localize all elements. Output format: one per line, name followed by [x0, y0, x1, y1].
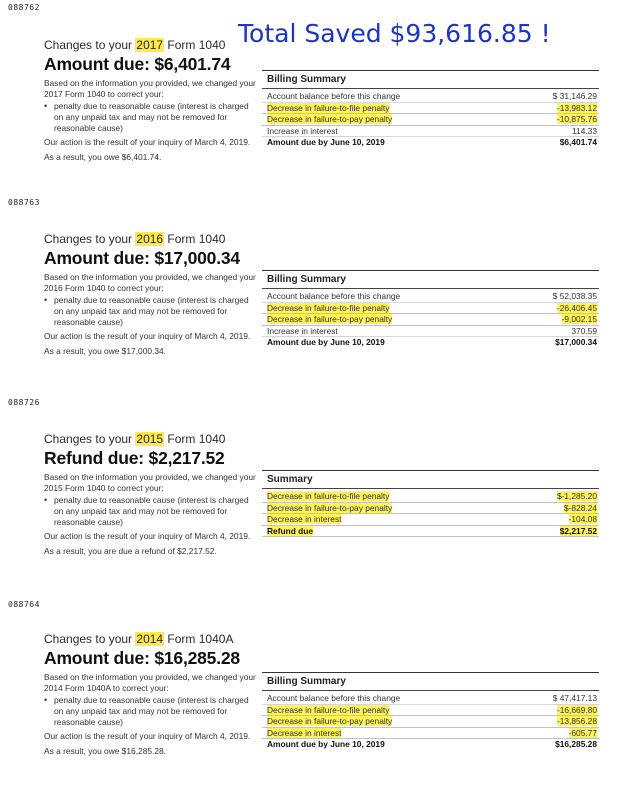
bullet-item — [44, 101, 259, 134]
bullet-icon: • — [44, 101, 48, 111]
summary-divider — [262, 88, 599, 89]
notice-text-column — [44, 232, 259, 357]
row-value: -16,669.80 — [556, 704, 597, 715]
summary-row — [262, 303, 599, 315]
notice-body — [44, 272, 259, 357]
handwritten-note-text: Total Saved $93,616.85 ! — [238, 19, 551, 48]
intro-text: Based on the information you provided, we changed your 2017 Form 1040 to correct your: — [44, 78, 256, 99]
row-label: Decrease in failure-to-pay penalty — [267, 114, 393, 124]
bullet-text: penalty due to reasonable cause (interest is charged on any unpaid tax and may not be removed for reasonable cause) — [54, 695, 249, 727]
notice-heading — [44, 38, 259, 52]
row-value: $ 47,417.13 — [552, 693, 597, 703]
bullet-icon: • — [44, 495, 48, 505]
row-value: -9,002.15 — [561, 314, 597, 324]
summary-divider — [262, 288, 599, 289]
heading-form: Form 1040A — [164, 632, 234, 646]
summary-row — [262, 693, 599, 705]
row-value: -26,406.45 — [556, 302, 597, 313]
bullet-item — [44, 695, 259, 728]
summary-row — [262, 739, 599, 750]
row-value: $-1,285.20 — [556, 491, 597, 501]
notice-heading — [44, 432, 259, 446]
row-value: $16,285.28 — [555, 739, 597, 749]
billing-summary-table — [262, 672, 599, 750]
bullet-item — [44, 295, 259, 328]
inquiry-text: Our action is the result of your inquiry of March 4, 2019. — [44, 531, 251, 541]
summary-row — [262, 103, 599, 115]
row-label: Decrease in interest — [267, 514, 342, 524]
notice-text-column — [44, 432, 259, 557]
billing-summary-table — [262, 70, 599, 148]
row-label: Amount due by June 10, 2019 — [267, 137, 385, 147]
result-text: As a result, you owe $17,000.34. — [44, 346, 166, 356]
row-value: -104.08 — [568, 514, 597, 524]
row-value: $6,401.74 — [559, 137, 597, 147]
document-id-code: 088726 — [8, 398, 40, 407]
summary-row — [262, 137, 599, 148]
bullet-text: penalty due to reasonable cause (interest is charged on any unpaid tax and may not be removed for reasonable cause) — [54, 495, 249, 527]
row-value: -605.77 — [568, 727, 597, 738]
summary-row — [262, 91, 599, 103]
row-value: -10,875.76 — [556, 114, 597, 124]
heading-form: Form 1040 — [164, 38, 226, 52]
notice-body — [44, 472, 259, 557]
summary-title: Summary — [262, 470, 599, 488]
row-label: Decrease in failure-to-file penalty — [267, 491, 390, 501]
summary-title: Billing Summary — [262, 672, 599, 690]
billing-summary-table — [262, 270, 599, 348]
amount-headline: Amount due: $17,000.34 — [44, 248, 240, 268]
heading-prefix: Changes to your — [44, 632, 136, 646]
inquiry-text: Our action is the result of your inquiry of March 4, 2019. — [44, 137, 251, 147]
heading-form: Form 1040 — [164, 232, 226, 246]
heading-form: Form 1040 — [164, 432, 226, 446]
row-label: Account balance before this change — [267, 693, 401, 703]
highlighted-tax-year: 2016 — [136, 232, 164, 246]
row-label: Decrease in failure-to-pay penalty — [267, 502, 393, 513]
summary-row — [262, 337, 599, 348]
row-value: -13,983.12 — [556, 102, 597, 113]
row-value: $ 31,146.29 — [552, 91, 597, 101]
document-id-code: 088762 — [8, 3, 40, 12]
summary-row — [262, 126, 599, 138]
amount-headline: Amount due: $16,285.28 — [44, 648, 240, 668]
highlighted-tax-year: 2017 — [136, 38, 164, 52]
summary-title: Billing Summary — [262, 70, 599, 88]
summary-row — [262, 503, 599, 515]
result-text: As a result, you are due a refund of $2,217.52. — [44, 546, 217, 556]
inquiry-text: Our action is the result of your inquiry of March 4, 2019. — [44, 731, 251, 741]
billing-summary-table — [262, 470, 599, 537]
row-label: Decrease in failure-to-file penalty — [267, 704, 390, 715]
row-value: $-828.24 — [563, 502, 597, 513]
summary-title: Billing Summary — [262, 270, 599, 288]
heading-prefix: Changes to your — [44, 38, 136, 52]
summary-row — [262, 326, 599, 338]
summary-row — [262, 526, 599, 538]
handwritten-total-saved-note — [236, 12, 586, 52]
row-label: Amount due by June 10, 2019 — [267, 739, 385, 749]
summary-divider — [262, 488, 599, 489]
result-text: As a result, you owe $16,285.28. — [44, 746, 166, 756]
inquiry-text: Our action is the result of your inquiry of March 4, 2019. — [44, 331, 251, 341]
row-label: Decrease in failure-to-pay penalty — [267, 314, 393, 324]
row-label: Decrease in failure-to-pay penalty — [267, 716, 393, 726]
row-value: -13,856.28 — [556, 716, 597, 726]
row-label: Increase in interest — [267, 325, 338, 336]
heading-prefix: Changes to your — [44, 232, 136, 246]
notice-body — [44, 672, 259, 757]
row-label: Amount due by June 10, 2019 — [267, 337, 385, 347]
notice-text-column — [44, 632, 259, 757]
notice-body — [44, 78, 259, 163]
document-id-code: 088763 — [8, 198, 40, 207]
row-label: Decrease in interest — [267, 727, 342, 738]
row-label: Account balance before this change — [267, 91, 401, 101]
bullet-text: penalty due to reasonable cause (interest is charged on any unpaid tax and may not be removed for reasonable cause) — [54, 101, 249, 133]
summary-row — [262, 314, 599, 326]
intro-text: Based on the information you provided, we changed your 2016 Form 1040 to correct your: — [44, 272, 256, 293]
bullet-icon: • — [44, 695, 48, 705]
notice-text-column — [44, 38, 259, 163]
intro-text: Based on the information you provided, we changed your 2015 Form 1040 to correct your: — [44, 472, 256, 493]
bullet-icon: • — [44, 295, 48, 305]
highlighted-tax-year: 2014 — [136, 632, 164, 646]
summary-divider — [262, 690, 599, 691]
summary-row — [262, 716, 599, 728]
amount-headline: Amount due: $6,401.74 — [44, 54, 231, 74]
summary-row — [262, 514, 599, 526]
highlighted-tax-year: 2015 — [136, 432, 164, 446]
amount-headline: Refund due: $2,217.52 — [44, 448, 225, 468]
row-value: $ 52,038.35 — [552, 291, 597, 301]
result-text: As a result, you owe $6,401.74. — [44, 152, 162, 162]
document-id-code: 088764 — [8, 600, 40, 609]
bullet-item — [44, 495, 259, 528]
summary-row — [262, 291, 599, 303]
row-value: 114.33 — [572, 125, 597, 136]
row-label: Decrease in failure-to-file penalty — [267, 102, 390, 113]
row-value: $2,217.52 — [559, 525, 597, 536]
row-label: Account balance before this change — [267, 291, 401, 301]
row-label: Increase in interest — [267, 125, 338, 136]
notice-heading — [44, 632, 259, 646]
row-value: $17,000.34 — [555, 337, 597, 347]
summary-row — [262, 491, 599, 503]
row-label: Refund due — [267, 525, 314, 536]
intro-text: Based on the information you provided, we changed your 2014 Form 1040A to correct your: — [44, 672, 256, 693]
summary-row — [262, 705, 599, 717]
row-value: 370.59 — [571, 325, 597, 336]
summary-row — [262, 728, 599, 740]
bullet-text: penalty due to reasonable cause (interest is charged on any unpaid tax and may not be removed for reasonable cause) — [54, 295, 249, 327]
notice-heading — [44, 232, 259, 246]
summary-row — [262, 114, 599, 126]
heading-prefix: Changes to your — [44, 432, 136, 446]
row-label: Decrease in failure-to-file penalty — [267, 302, 390, 313]
